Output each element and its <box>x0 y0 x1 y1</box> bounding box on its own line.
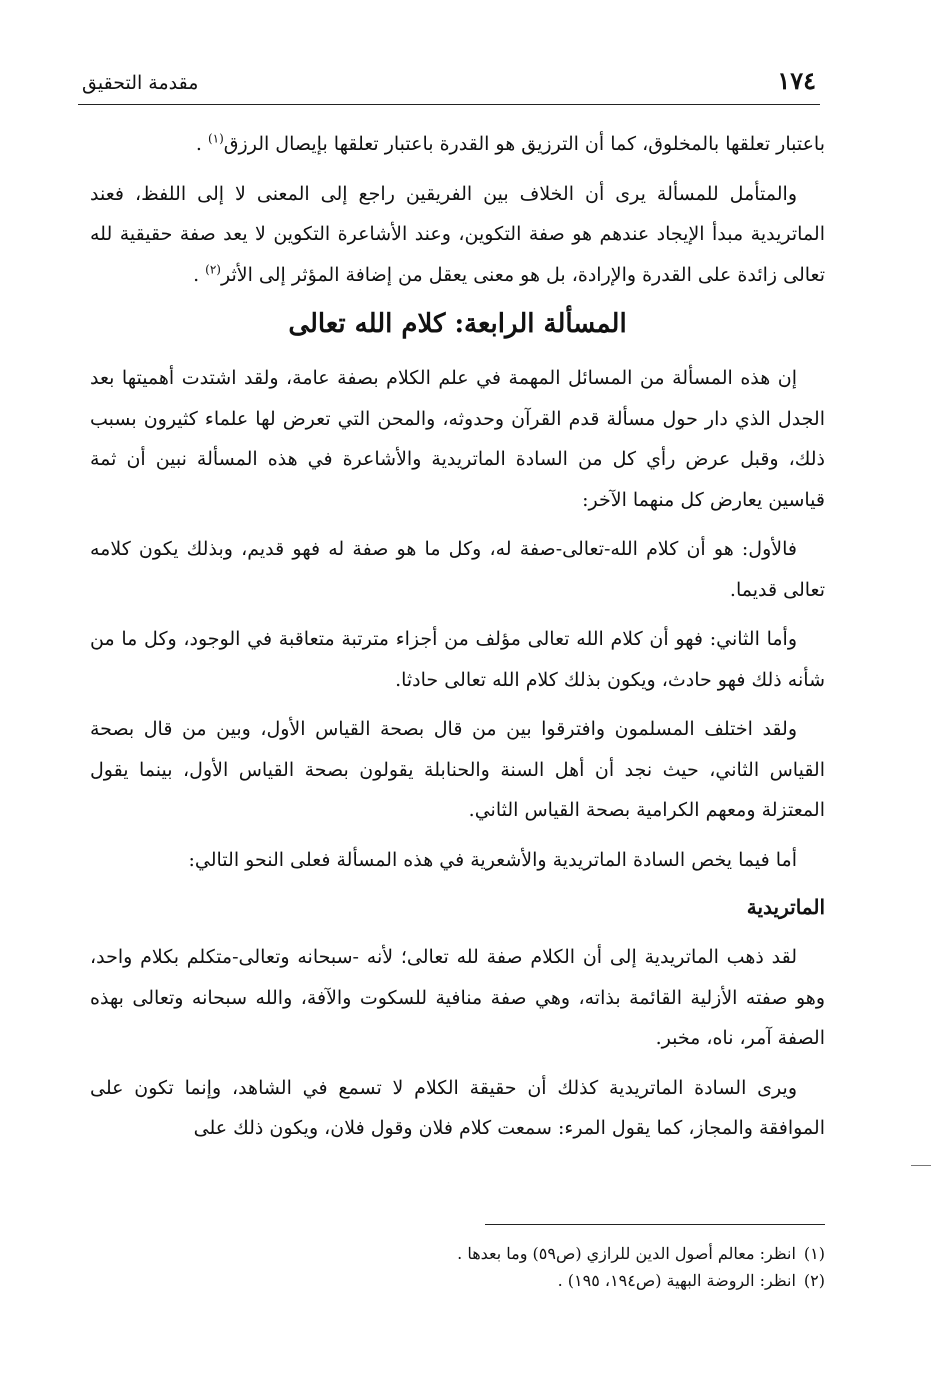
footnote-text: انظر: معالم أصول الدين للرازي (ص٥٩) وما بعدها . <box>457 1244 796 1263</box>
subheading: الماتريدية <box>746 895 825 919</box>
page-number: ١٧٤ <box>777 66 816 95</box>
paragraph: لقد ذهب الماتريدية إلى أن الكلام صفة لله تعالى؛ لأنه -سبحانه وتعالى-متكلم بكلام واحد، وهو صفته الأزلية القائمة بذاته، وهي صفة منافية للسكوت والآفة، والله سبحانه وتعالى بهذه الصفة آمر، ناه، مخبر. <box>90 946 825 1049</box>
paragraph-text: باعتبار تعلقها بالمخلوق، كما أن الترزيق هو القدرة باعتبار تعلقها بإيصال الرزق <box>223 133 825 155</box>
paragraph-end: . <box>193 263 200 286</box>
footnote <box>90 1240 825 1267</box>
footnote-divider <box>485 1224 825 1225</box>
margin-mark <box>911 1165 931 1166</box>
paragraph-text: والمتأمل للمسألة يرى أن الخلاف بين الفريقين راجع إلى المعنى لا إلى اللفظ، فعند الماتريدية مبدأ الإيجاد عندهم هو صفة التكوين، وعند الأشاعرة التكوين لا يعد صفة حقيقية لله تعالى زائدة على القدرة والإرادة، بل هو معنى يعقل من إضافة المؤثر إلى الأثر <box>90 182 825 286</box>
paragraph-end: . <box>195 133 202 155</box>
footnote-number: (٢) <box>803 1271 825 1290</box>
paragraph: إن هذه المسألة من المسائل المهمة في علم الكلام بصفة عامة، ولقد اشتدت أهميتها بعد الجدل الذي دار حول مسألة قدم القرآن وحدوثه، والمحن التي تعرض لها علماء كثيرون بسبب ذلك، وقبل عرض رأي كل من السادة الماتريدية والأشاعرة في هذه المسألة نبين أن ثمة قياسين يعارض كل منهما الآخر: <box>90 367 825 511</box>
footnotes <box>90 1240 825 1294</box>
paragraph: ولقد اختلف المسلمون وافترقوا بين من قال بصحة القياس الأول، وبين من قال بصحة القياس الثاني، حيث نجد أن أهل السنة والحنابلة يقولون بصحة القياس الأول، بينما يقول المعتزلة ومعهم الكرامية بصحة القياس الثاني. <box>90 718 825 821</box>
paragraph: أما فيما يخص السادة الماتريدية والأشعرية في هذه المسألة فعلى النحو التالي: <box>188 848 797 871</box>
paragraph: وأما الثاني: فهو أن كلام الله تعالى مؤلف من أجزاء مترتبة متعاقبة في الوجود، وكل ما من شأنه ذلك فهو حادث، ويكون بذلك كلام الله تعالى حادثا. <box>90 628 825 691</box>
paragraph <box>90 174 825 296</box>
footnote-ref: (٢) <box>205 262 221 277</box>
section-title: المسألة الرابعة: كلام الله تعالى <box>288 309 627 339</box>
footnote-text: انظر: الروضة البهية (ص١٩٤، ١٩٥) . <box>557 1271 796 1290</box>
footnote-number: (١) <box>803 1244 825 1263</box>
paragraph: فالأول: هو أن كلام الله-تعالى-صفة له، وكل ما هو صفة له فهو قديم، وبذلك يكون كلامه تعالى قديما. <box>90 538 825 601</box>
page-content <box>90 124 825 1158</box>
paragraph <box>90 124 825 165</box>
footnote-ref: (١) <box>207 131 224 146</box>
running-title: مقدمة التحقيق <box>82 72 199 94</box>
footnote <box>90 1267 825 1294</box>
page-header <box>78 62 820 105</box>
paragraph: ويرى السادة الماتريدية كذلك أن حقيقة الكلام لا تسمع في الشاهد، وإنما تكون على الموافقة والمجاز، كما يقول المرء: سمعت كلام فلان وقول فلان، ويكون ذلك على <box>90 1076 825 1139</box>
